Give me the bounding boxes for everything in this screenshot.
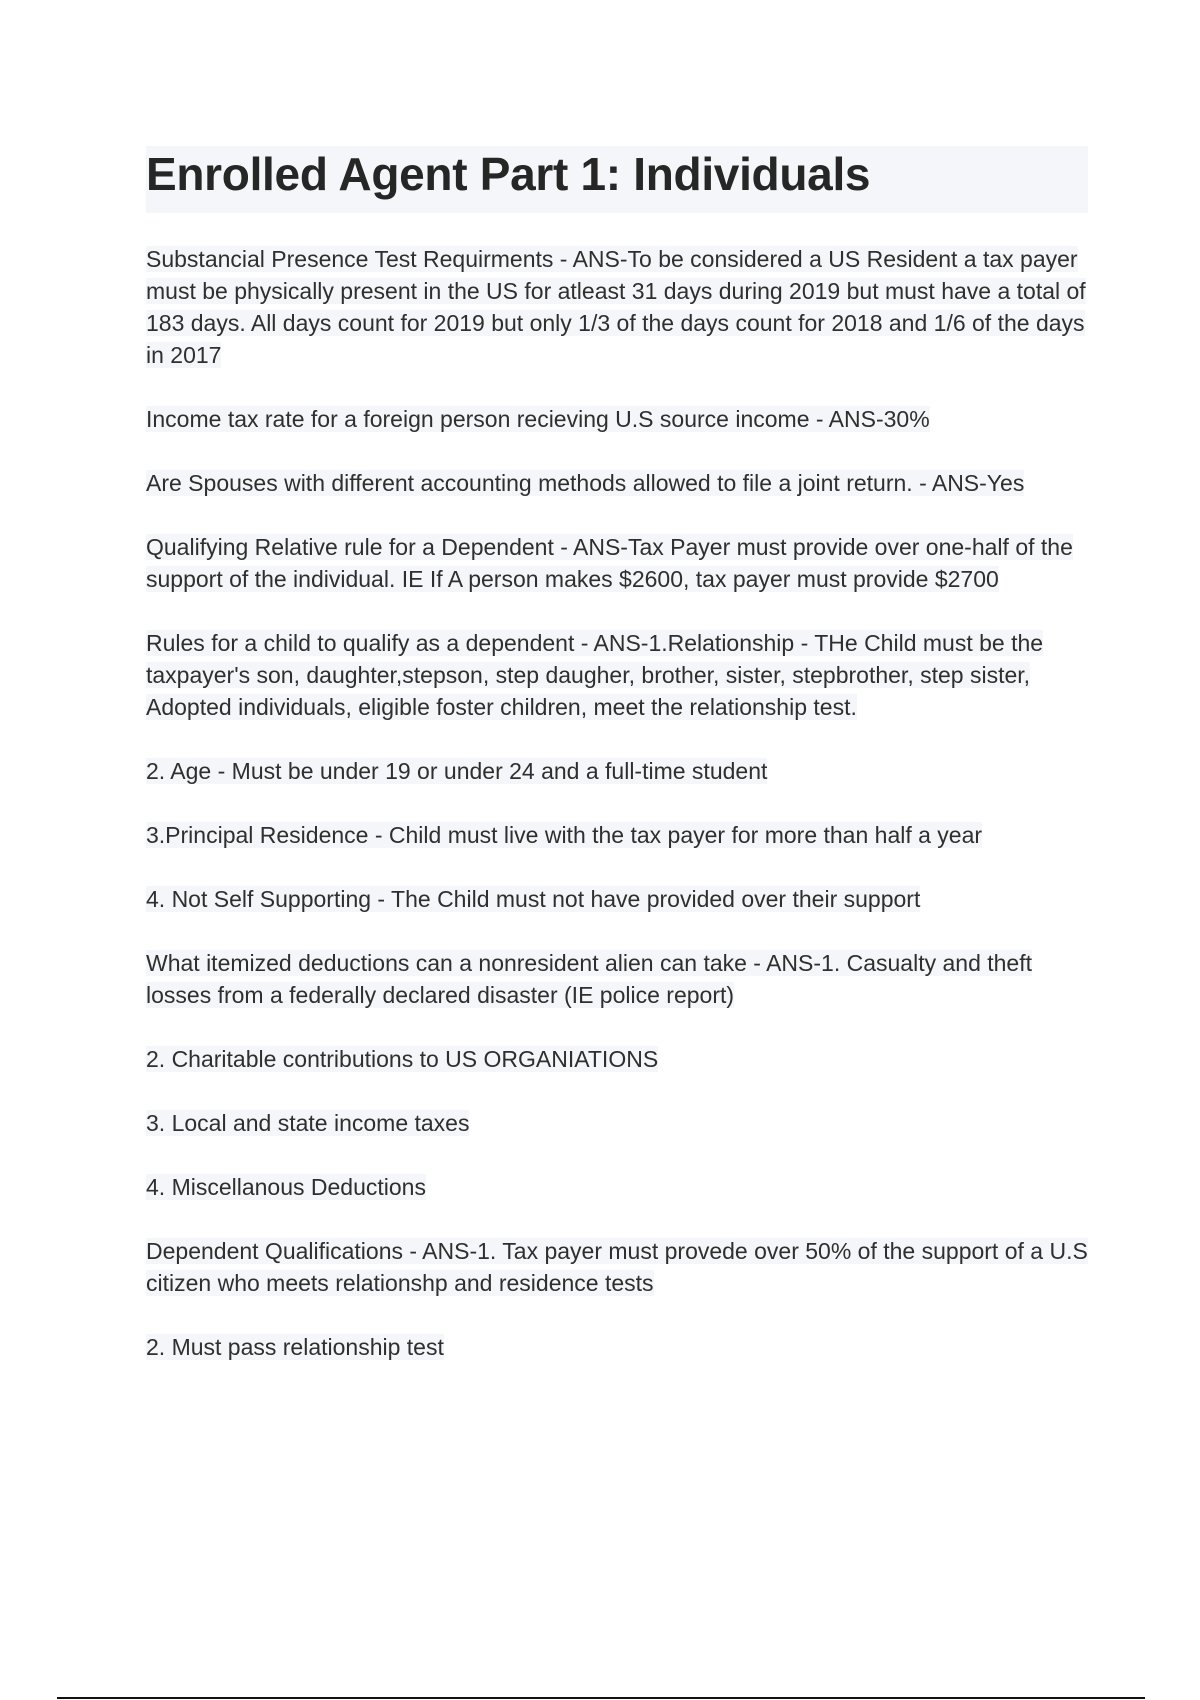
entry-relationship-test: 2. Must pass relationship test: [146, 1334, 444, 1360]
entry-list: [146, 243, 1096, 1395]
page-bottom-rule: [57, 1697, 1145, 1699]
entry-substantial-presence: Substancial Presence Test Requirments - ANS-To be considered a US Resident a tax payer must be physically present in the US for atleast 31 days during 2019 but must have a total of 183 days. All days count for 2019 but only 1/3 of the days count for 2018 and 1/6 of the days in 2017: [146, 246, 1086, 368]
entry-local-state-taxes: 3. Local and state income taxes: [146, 1110, 470, 1136]
entry-misc-deductions: 4. Miscellanous Deductions: [146, 1174, 426, 1200]
document-title: Enrolled Agent Part 1: Individuals: [146, 148, 871, 200]
entry-child-age: 2. Age - Must be under 19 or under 24 and a full-time student: [146, 758, 768, 784]
entry-dependent-qualifications: Dependent Qualifications - ANS-1. Tax payer must provede over 50% of the support of a U.S citizen who meets relationshp and residence tests: [146, 1238, 1088, 1296]
entry-joint-return: Are Spouses with different accounting methods allowed to file a joint return. - ANS-Yes: [146, 470, 1025, 496]
entry-qualifying-relative: Qualifying Relative rule for a Dependent - ANS-Tax Payer must provide over one-half of the support of the individual. IE If A person makes $2600, tax payer must provide $2700: [146, 534, 1073, 592]
entry-principal-residence: 3.Principal Residence - Child must live with the tax payer for more than half a year: [146, 822, 983, 848]
entry-not-self-supporting: 4. Not Self Supporting - The Child must not have provided over their support: [146, 886, 921, 912]
entry-charitable-contributions: 2. Charitable contributions to US ORGANIATIONS: [146, 1046, 659, 1072]
entry-child-dependent-rules: Rules for a child to qualify as a dependent - ANS-1.Relationship - THe Child must be the taxpayer's son, daughter,stepson, step daugher, brother, sister, stepbrother, step sister, Adopted individuals, eligible foster children, meet the relationship test.: [146, 630, 1044, 720]
entry-itemized-deductions: What itemized deductions can a nonresident alien can take - ANS-1. Casualty and theft losses from a federally declared disaster (IE police report): [146, 950, 1033, 1008]
entry-foreign-tax-rate: Income tax rate for a foreign person recieving U.S source income - ANS-30%: [146, 406, 930, 432]
